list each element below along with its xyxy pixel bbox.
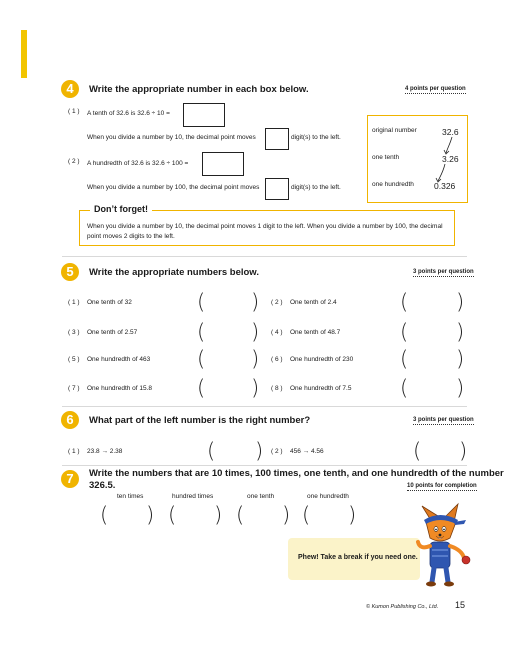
- q5-item2-paren-open: (: [400, 290, 409, 314]
- q5-item6-label: ( 6 ): [271, 356, 283, 363]
- q7-one-hundredth-answer[interactable]: [312, 505, 348, 527]
- q5-item7-answer[interactable]: [207, 378, 251, 400]
- q5-item7-paren-close: ): [251, 376, 260, 400]
- section-divider: [62, 465, 467, 466]
- q5-item1-paren-close: ): [251, 290, 260, 314]
- q4-item1-digit-box[interactable]: [265, 128, 289, 150]
- q5-item6-answer[interactable]: [410, 349, 456, 371]
- q5-item5-paren-open: (: [197, 347, 206, 371]
- q5-item3-paren-open: (: [197, 320, 206, 344]
- q6-item1-label: ( 1 ): [68, 448, 80, 455]
- q7-ten-times-paren-close: ): [146, 503, 155, 527]
- q7-header-one-tenth: one tenth: [247, 493, 275, 500]
- diagram-value-original: 32.6: [442, 127, 459, 137]
- q5-item4-text: One tenth of 48.7: [290, 329, 341, 336]
- q4-item2-label: ( 2 ): [68, 158, 80, 165]
- q5-item6-paren-open: (: [400, 347, 409, 371]
- q5-item1-text: One tenth of 32: [87, 299, 132, 306]
- margin-accent-bar: [21, 30, 27, 78]
- q7-ten-times-paren-open: (: [100, 503, 109, 527]
- q5-item1-answer[interactable]: [207, 292, 251, 314]
- q4-item1-sub: When you divide a number by 10, the decimal point moves: [87, 134, 256, 141]
- q4-item2-sub-after: digit(s) to the left.: [291, 184, 341, 191]
- q5-title: Write the appropriate numbers below.: [89, 267, 259, 278]
- q5-item4-answer[interactable]: [410, 322, 456, 344]
- diagram-label-tenth: one tenth: [372, 154, 400, 161]
- q7-hundred-times-answer[interactable]: [178, 505, 214, 527]
- q6-item2-paren-open: (: [413, 439, 422, 463]
- q7-hundred-times-paren-open: (: [168, 503, 177, 527]
- q6-item2-paren-close: ): [459, 439, 468, 463]
- q5-item8-paren-close: ): [456, 376, 465, 400]
- q7-one-tenth-paren-open: (: [236, 503, 245, 527]
- q4-item2-answer-box[interactable]: [202, 152, 244, 176]
- q5-number-badge: 5: [61, 263, 79, 281]
- q5-item8-paren-open: (: [400, 376, 409, 400]
- q7-header-hundred-times: hundred times: [172, 493, 214, 500]
- q4-item1-sub-after: digit(s) to the left.: [291, 134, 341, 141]
- q7-points: 10 points for completion: [407, 483, 477, 489]
- diagram-value-tenth: 3.26: [442, 154, 459, 164]
- q7-one-hundredth-paren-open: (: [302, 503, 311, 527]
- page-number: 15: [455, 600, 466, 610]
- q4-item2-text: A hundredth of 32.6 is 32.6 ÷ 100 =: [87, 160, 189, 167]
- q5-item4-label: ( 4 ): [271, 329, 283, 336]
- q4-number-badge: 4: [61, 80, 79, 98]
- q6-item2-text: 456 → 4.56: [290, 448, 324, 455]
- q5-item7-paren-open: (: [197, 376, 206, 400]
- q7-ten-times-answer[interactable]: [110, 505, 146, 527]
- dont-forget-title: Don’t forget!: [90, 204, 152, 214]
- q5-item1-paren-open: (: [197, 290, 206, 314]
- q7-title-number: 326.5.: [89, 480, 116, 491]
- q6-title: What part of the left number is the right number?: [89, 415, 311, 426]
- fox-mascot-illustration: [410, 500, 472, 588]
- q6-points: 3 points per question: [413, 417, 474, 423]
- q5-item3-answer[interactable]: [207, 322, 251, 344]
- q6-item1-paren-close: ): [255, 439, 264, 463]
- q4-item2-digit-box[interactable]: [265, 178, 289, 200]
- q4-item1-text: A tenth of 32.6 is 32.6 ÷ 10 =: [87, 110, 170, 117]
- q5-item7-text: One hundredth of 15.8: [87, 385, 153, 392]
- q5-item8-text: One hundredth of 7.5: [290, 385, 352, 392]
- dont-forget-text: When you divide a number by 10, the decimal point moves 1 digit to the left. When you divide a number by 100, the decimal point moves 2 digits to the left.: [87, 223, 443, 240]
- footer-copyright: © Kumon Publishing Co., Ltd.: [366, 604, 439, 610]
- q5-item2-label: ( 2 ): [271, 299, 283, 306]
- q7-one-tenth-answer[interactable]: [246, 505, 282, 527]
- q4-item2-sub: When you divide a number by 100, the decimal point moves: [87, 184, 260, 191]
- q5-item2-text: One tenth of 2.4: [290, 299, 337, 306]
- diagram-label-hundredth: one hundredth: [372, 181, 414, 188]
- q5-item1-label: ( 1 ): [68, 299, 80, 306]
- decimal-move-arrows: [368, 116, 467, 202]
- q5-item6-paren-close: ): [456, 347, 465, 371]
- q4-points: 4 points per question: [405, 86, 466, 92]
- q5-item5-paren-close: ): [251, 347, 260, 371]
- q4-item1-label: ( 1 ): [68, 108, 80, 115]
- q5-item3-paren-close: ): [251, 320, 260, 344]
- break-note-box: [288, 538, 420, 580]
- q6-item1-answer[interactable]: [217, 441, 255, 463]
- decimal-diagram: [367, 115, 468, 203]
- diagram-value-hundredth: 0.326: [434, 181, 456, 191]
- q5-item5-label: ( 5 ): [68, 356, 80, 363]
- q7-header-ten-times: ten times: [117, 493, 144, 500]
- break-note-text: Phew! Take a break if you need one.: [298, 554, 418, 561]
- q5-item5-answer[interactable]: [207, 349, 251, 371]
- q5-item5-text: One hundredth of 463: [87, 356, 151, 363]
- dont-forget-box: [79, 210, 455, 246]
- q5-item3-text: One tenth of 2.57: [87, 329, 138, 336]
- diagram-label-original: original number: [372, 127, 417, 134]
- q5-item4-paren-open: (: [400, 320, 409, 344]
- q4-item1-answer-box[interactable]: [183, 103, 225, 127]
- q5-item8-answer[interactable]: [410, 378, 456, 400]
- q6-item2-answer[interactable]: [423, 441, 459, 463]
- q7-one-tenth-paren-close: ): [282, 503, 291, 527]
- q7-number-badge: 7: [61, 470, 79, 488]
- q5-item2-answer[interactable]: [410, 292, 456, 314]
- q5-item6-text: One hundredth of 230: [290, 356, 354, 363]
- q5-points: 3 points per question: [413, 269, 474, 275]
- section-divider: [62, 256, 467, 257]
- q5-item4-paren-close: ): [456, 320, 465, 344]
- q7-header-one-hundredth: one hundredth: [307, 493, 349, 500]
- section-divider: [62, 406, 467, 407]
- q7-hundred-times-paren-close: ): [214, 503, 223, 527]
- q4-title: Write the appropriate number in each box below.: [89, 84, 309, 95]
- q6-item1-paren-open: (: [207, 439, 216, 463]
- q6-item2-label: ( 2 ): [271, 448, 283, 455]
- q6-item1-text: 23.8 → 2.38: [87, 448, 123, 455]
- q7-one-hundredth-paren-close: ): [348, 503, 357, 527]
- q5-item8-label: ( 8 ): [271, 385, 283, 392]
- q5-item2-paren-close: ): [456, 290, 465, 314]
- q5-item3-label: ( 3 ): [68, 329, 80, 336]
- q6-number-badge: 6: [61, 411, 79, 429]
- q7-title: Write the numbers that are 10 times, 100 times, one tenth, and one hundredth of the number: [89, 468, 504, 479]
- q5-item7-label: ( 7 ): [68, 385, 80, 392]
